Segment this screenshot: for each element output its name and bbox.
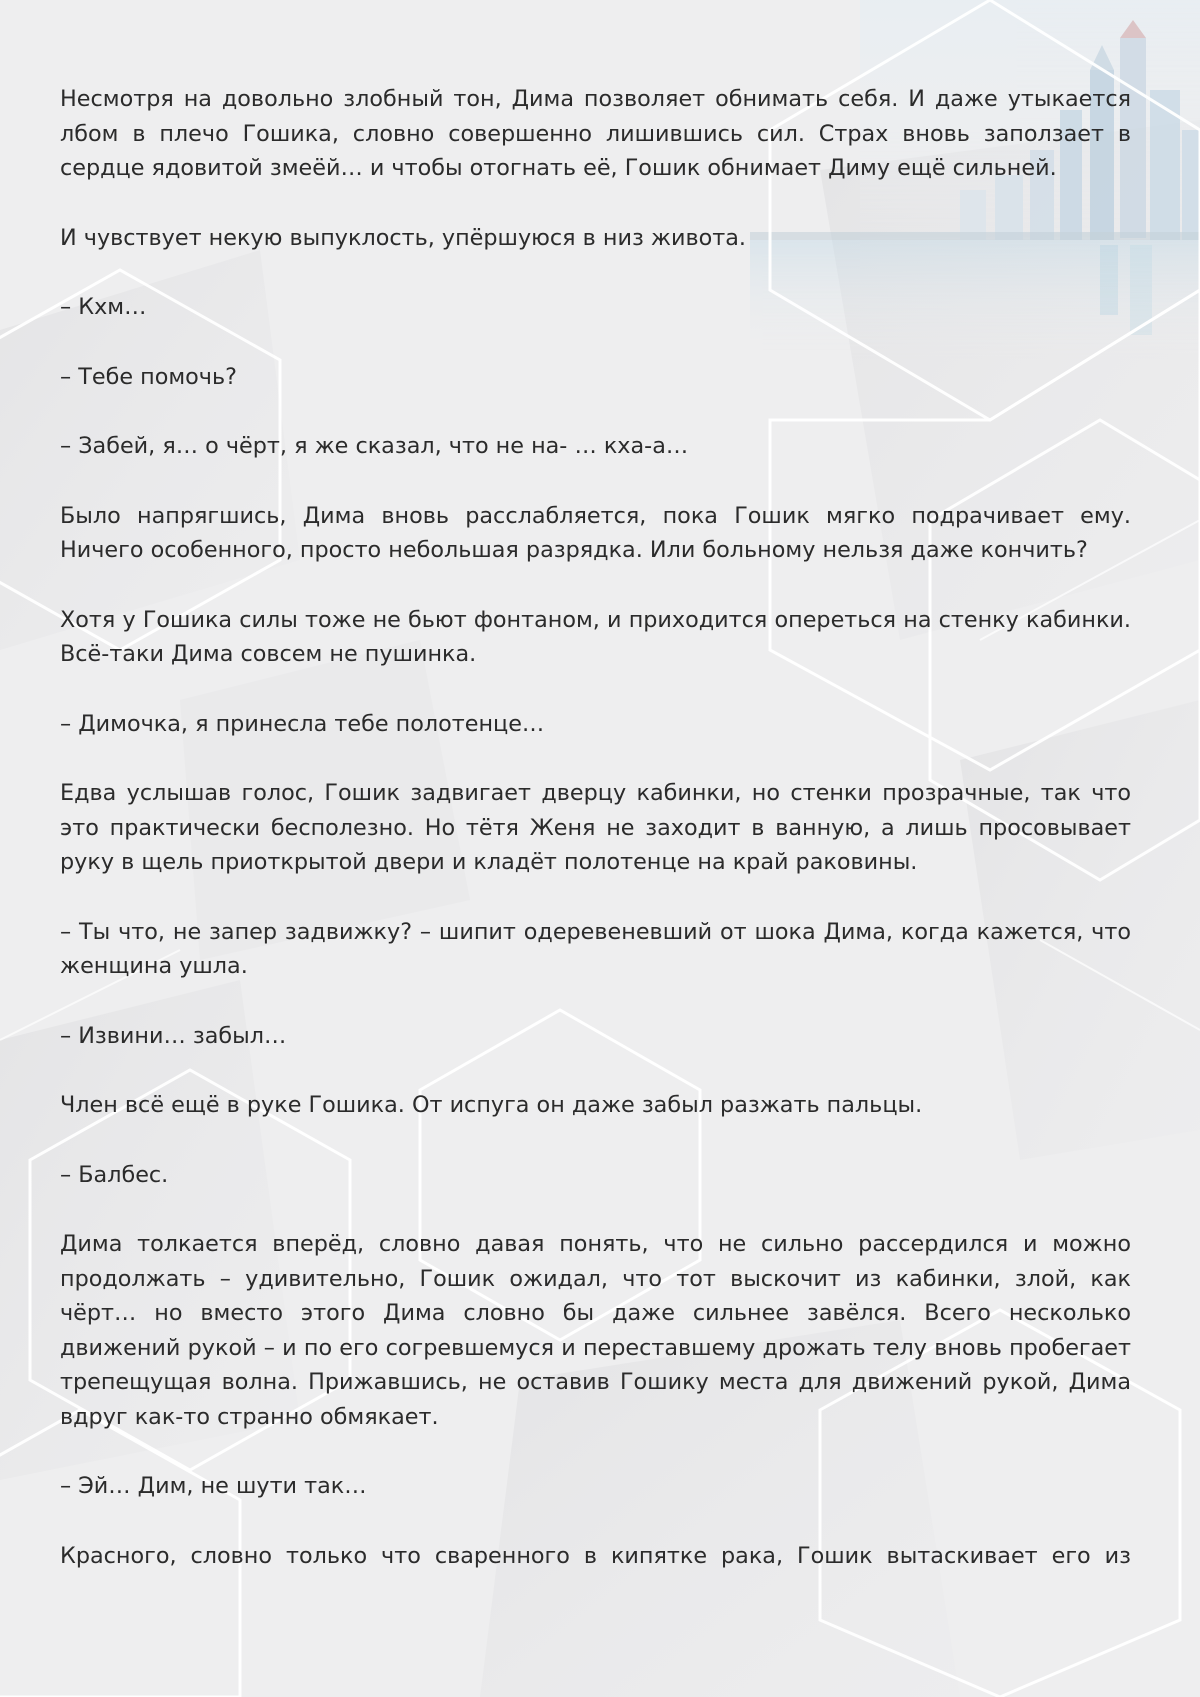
dialogue-line: – Эй… Дим, не шути так… [60, 1473, 367, 1499]
dialogue-line: – Димочка, я принесла тебе полотенце… [60, 710, 545, 737]
dialogue-line: – Забей, я… о чёрт, я же сказал, что не на- … кха-а… [60, 433, 689, 459]
paragraph: Хотя у Гошика силы тоже не бьют фонтаном, и приходится опереться на стенку кабинки. Всё-таки Дима совсем не пушинка. [60, 606, 1131, 667]
dialogue-line: – Ты что, не запер задвижку? – шипит одеревеневший от шока Дима, когда кажется, что женщина ушла. [60, 918, 1131, 979]
paragraph: И чувствует некую выпуклость, упёршуюся в низ живота. [60, 224, 747, 251]
paragraph: Дима толкается вперёд, словно давая понять, что не сильно рассердился и можно продолжать – удивительно, Гошик ожидал, что тот выскочит из кабинки, злой, как чёрт… но вместо этого Дима словно бы даже сильнее завёлся. Всего несколько движений рукой – и по его согревшемуся и переставшему дрожать телу вновь пробегает трепещущая волна. Прижавшись, не оставив Гошику места для движений рукой, Дима вдруг как-то странно обмякает. [60, 1231, 1131, 1430]
paragraph: Несмотря на довольно злобный тон, Дима позволяет обнимать себя. И даже утыкается лбом в плечо Гошика, словно совершенно лишившись сил. Страх вновь заползает в сердце ядовитой змеёй… и чтобы отогнать её, Гошик обнимает Диму ещё сильней. [60, 86, 1131, 181]
paragraph-continued: Красного, словно только что сваренного в кипятке рака, Гошик вытаскивает его из [60, 1542, 1131, 1569]
dialogue-line: – Тебе помочь? [60, 363, 237, 390]
body-text-column [60, 82, 1131, 1608]
dialogue-line: – Кхм… [60, 294, 147, 320]
dialogue-line: – Извини… забыл… [60, 1022, 287, 1049]
paragraph: Было напрягшись, Дима вновь расслабляется, пока Гошик мягко подрачивает ему. Ничего особенного, просто небольшая разрядка. Или больному нельзя даже кончить? [60, 502, 1131, 563]
paragraph: Член всё ещё в руке Гошика. От испуга он даже забыл разжать пальцы. [60, 1092, 923, 1118]
paragraph: Едва услышав голос, Гошик задвигает дверцу кабинки, но стенки прозрачные, так что это практически бесполезно. Но тётя Женя не заходит в ванную, а лишь просовывает руку в щель приоткрытой двери и кладёт полотенце на край раковины. [60, 780, 1131, 875]
dialogue-line: – Балбес. [60, 1161, 169, 1188]
